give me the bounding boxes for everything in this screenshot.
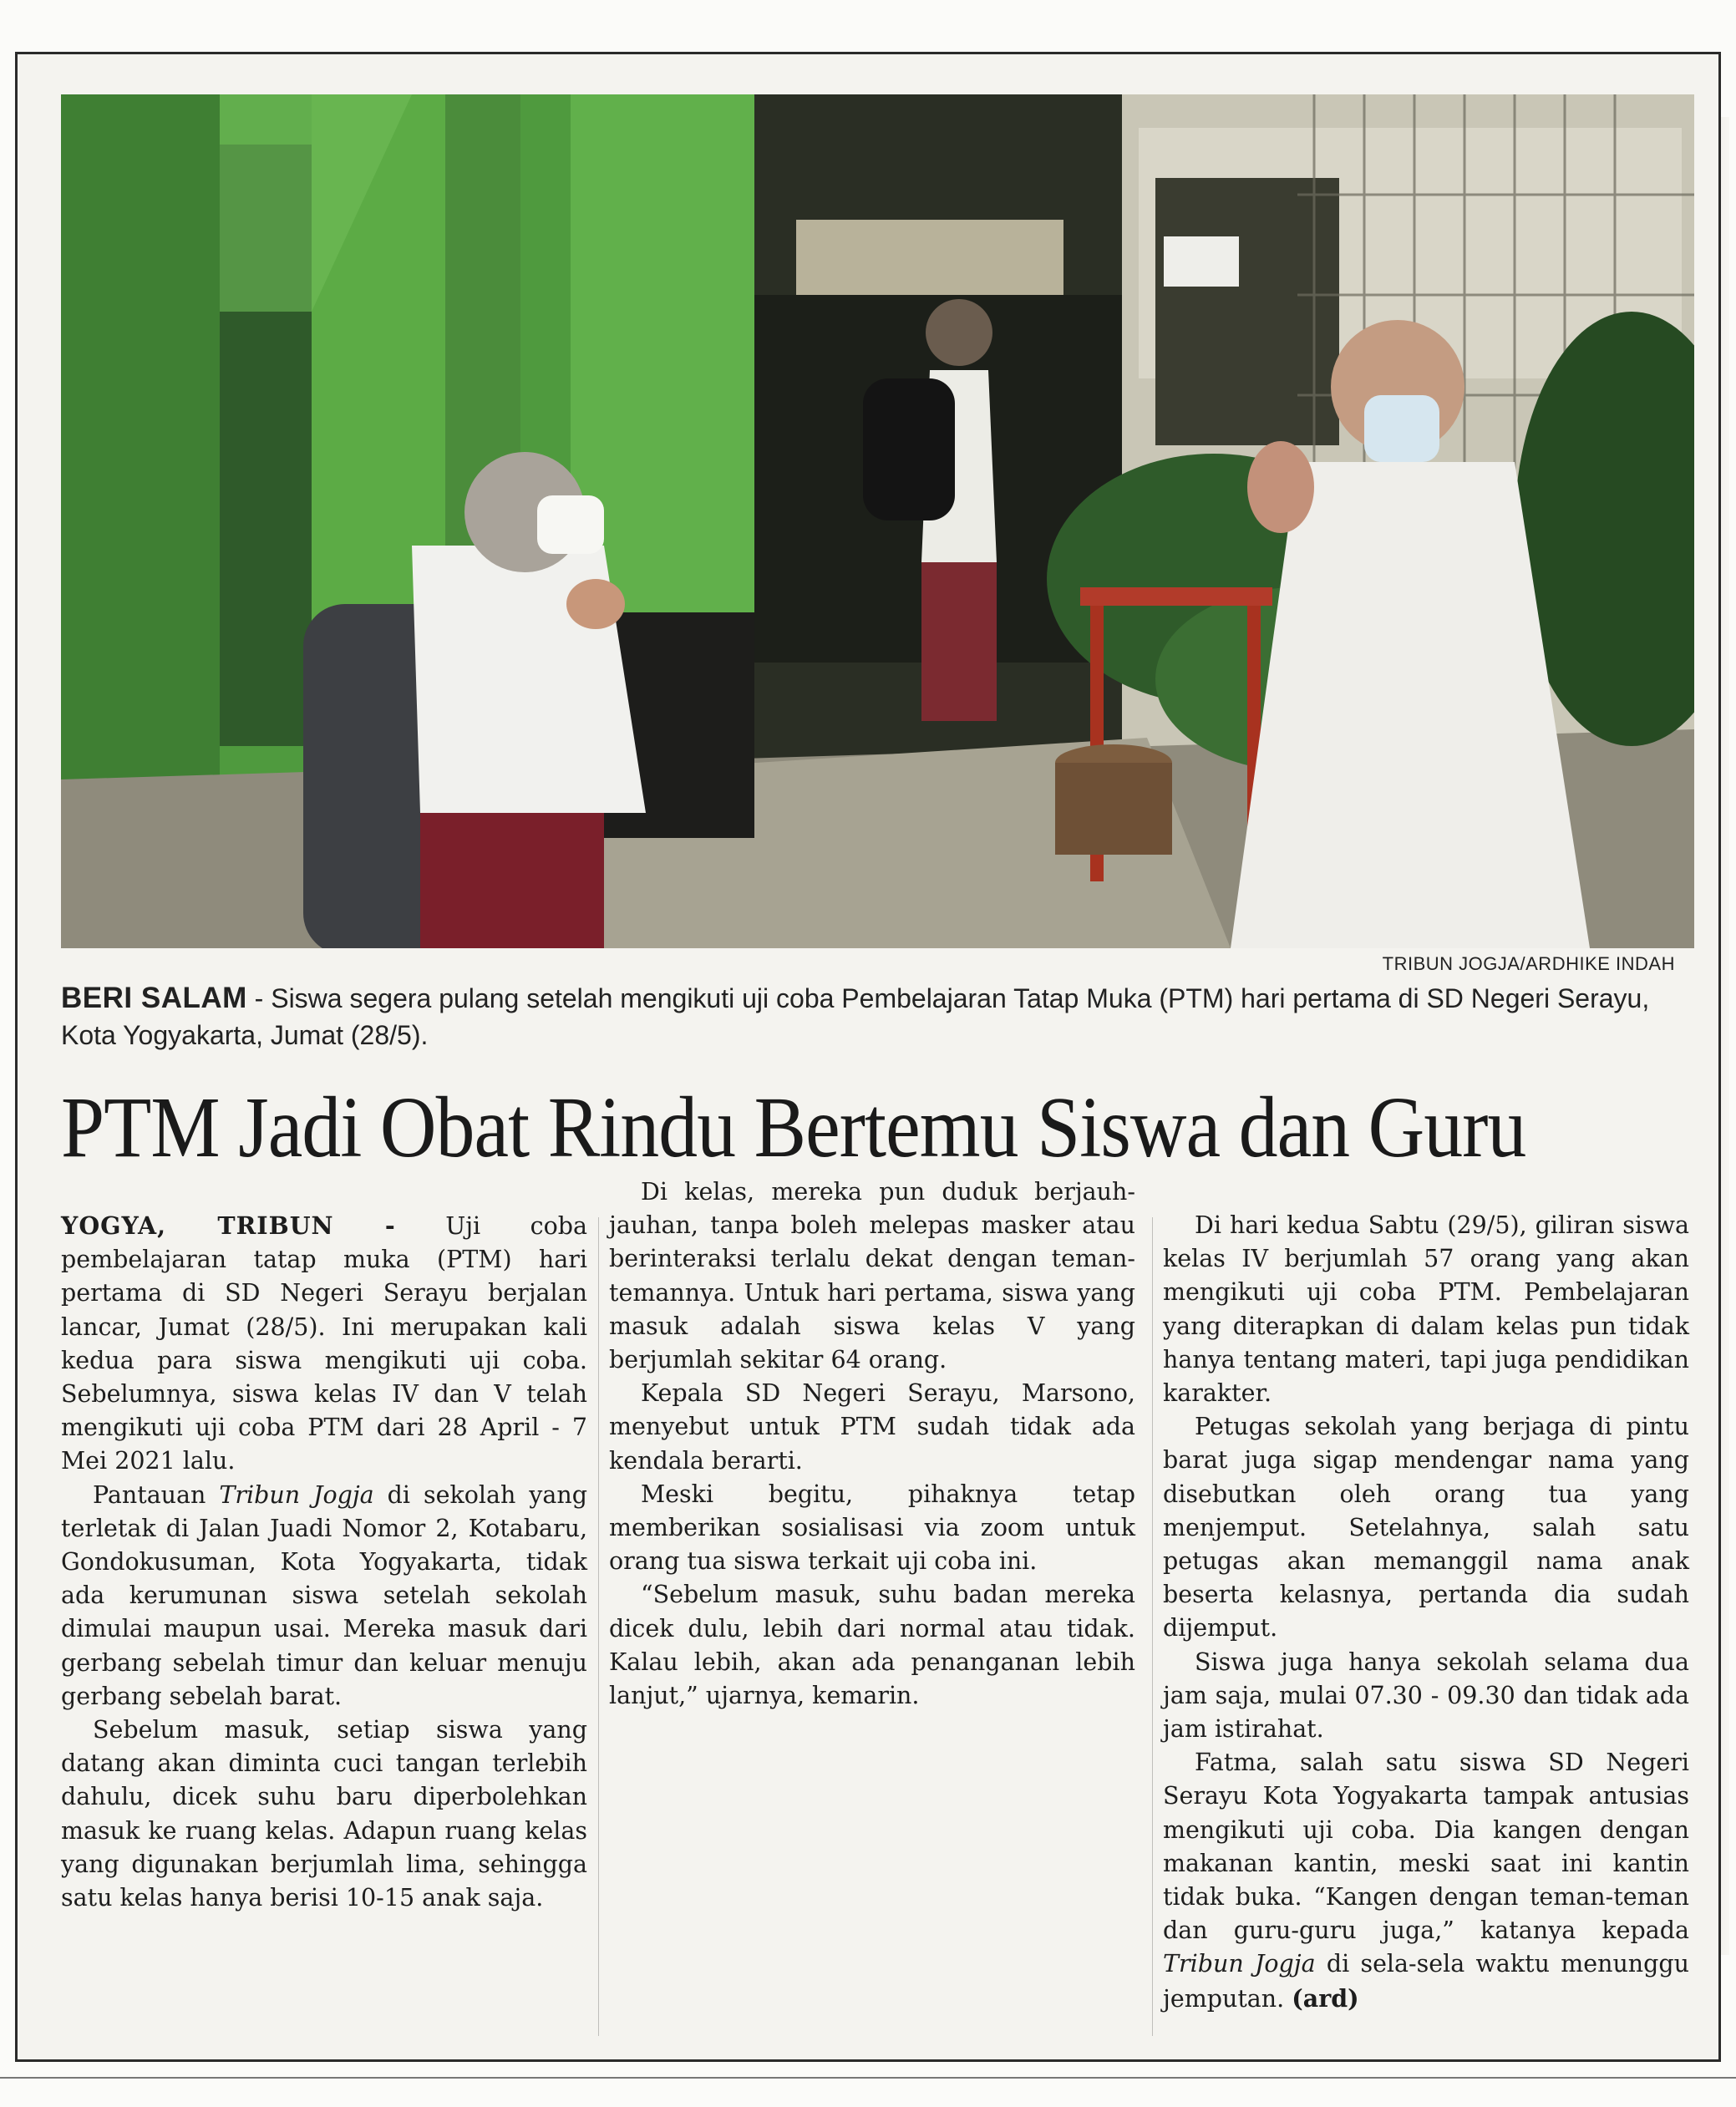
headline: PTM Jadi Obat Rindu Bertemu Siswa dan Guru [61, 1079, 1526, 1175]
article-paragraph: Pantauan Tribun Jogja di sekolah yang terletak di Jalan Juadi Nomor 2, Kotabaru, Gondokusuman, Kota Yogyakarta, tidak ada kerumunan siswa setelah sekolah dimulai maupun usai. Mereka masuk dari gerbang sebelah timur dan keluar menuju gerbang sebelah barat. [61, 1480, 587, 1710]
photo-credit: TRIBUN JOGJA/ARDHIKE INDAH [1382, 953, 1675, 974]
article-column-2 [609, 1175, 1135, 1713]
article-column-1 [61, 1209, 587, 1915]
caption-lead: BERI SALAM [61, 982, 247, 1014]
photo-caption [61, 980, 1694, 1054]
article-paragraph: “Sebelum masuk, suhu badan mereka dicek dulu, lebih dari normal atau tidak. Kalau lebih, akan ada penanganan lebih lanjut,” ujarnya, kemarin. [609, 1581, 1135, 1710]
byline: (ard) [1292, 1983, 1359, 2013]
article-paragraph: Meski begitu, pihaknya tetap memberikan sosialisasi via zoom untuk orang tua siswa terkait uji coba ini. [609, 1480, 1135, 1576]
bottom-rule [0, 2077, 1736, 2079]
article-column-3 [1163, 1209, 1689, 2016]
article-paragraph: YOGYA, TRIBUN - Uji coba pembelajaran tatap muka (PTM) hari pertama di SD Negeri Serayu berjalan lancar, Jumat (28/5). Ini merupakan kali kedua para siswa mengikuti uji coba. Sebelumnya, siswa kelas IV dan V telah mengikuti uji coba PTM dari 28 April - 7 Mei 2021 lalu. [61, 1211, 587, 1475]
article-paragraph: Fatma, salah satu siswa SD Negeri Serayu Kota Yogyakarta tampak antusias mengikuti uji coba. Dia kangen dengan makanan kantin, meski saat ini kantin tidak buka. “Kangen dengan teman-teman dan guru-guru juga,” katanya kepada Tribun Jogja di sela-sela waktu menunggu jemputan. (ard) [1163, 1749, 1690, 2013]
column-divider-2 [1152, 1217, 1153, 2036]
photo-illustration [61, 94, 1694, 948]
column-divider-1 [598, 1217, 599, 2036]
article-paragraph: Kepala SD Negeri Serayu, Marsono, menyebut untuk PTM sudah tidak ada kendala berarti. [609, 1379, 1135, 1475]
dateline: YOGYA, TRIBUN - [61, 1211, 396, 1240]
article-paragraph: Di hari kedua Sabtu (29/5), giliran siswa kelas IV berjumlah 57 orang yang akan mengikuti uji coba PTM. Pembelajaran yang diterapkan di dalam kelas pun tidak hanya tentang materi, tapi juga pendidikan karakter. [1163, 1211, 1689, 1408]
article-paragraph: Di kelas, mereka pun duduk berjauh-jauhan, tanpa boleh melepas masker atau berinteraksi terlalu dekat dengan teman-temannya. Untuk hari pertama, siswa yang masuk adalah siswa kelas V yang berjumlah sekitar 64 orang. [609, 1178, 1135, 1374]
article-paragraph: Sebelum masuk, setiap siswa yang datang akan diminta cuci tangan terlebih dahulu, dicek suhu baru diperbolehkan masuk ke ruang kelas. Adapun ruang kelas yang digunakan berjumlah lima, sehingga satu kelas hanya berisi 10-15 anak saja. [61, 1716, 587, 1912]
newspaper-clipping [15, 52, 1721, 2062]
article-paragraph: Siswa juga hanya sekolah selama dua jam saja, mulai 07.30 - 09.30 dan tidak ada jam istirahat. [1163, 1648, 1689, 1744]
caption-text: - Siswa segera pulang setelah mengikuti uji coba Pembelajaran Tatap Muka (PTM) hari pertama di SD Negeri Serayu, Kota Yogyakarta, Jumat (28/5). [61, 983, 1650, 1050]
news-photo [61, 94, 1694, 948]
article-paragraph: Petugas sekolah yang berjaga di pintu barat juga sigap mendengar nama yang disebutkan oleh orang tua yang menjemput. Setelahnya, salah satu petugas akan memanggil nama anak beserta kelasnya, pertanda dia sudah dijemput. [1163, 1413, 1689, 1642]
